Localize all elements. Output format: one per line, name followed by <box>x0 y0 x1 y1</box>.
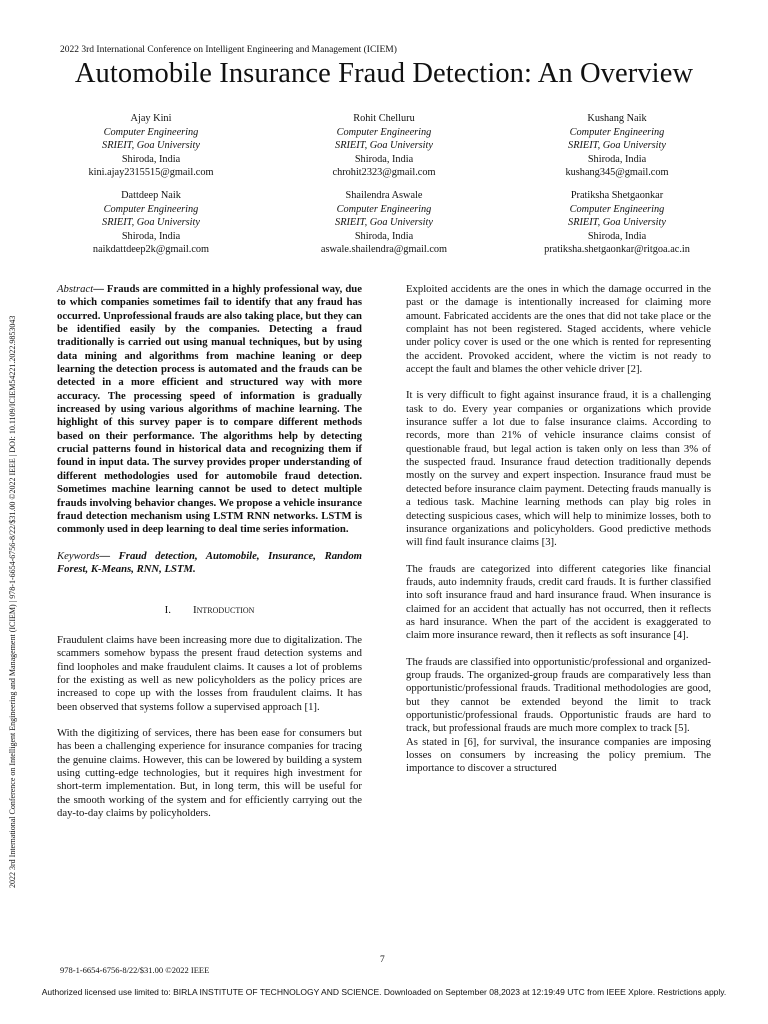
author-name: Pratiksha Shetgaonkar <box>570 190 664 201</box>
author-email: aswale.shailendra@gmail.com <box>320 244 448 256</box>
author-university: SRIEIT, Goa University <box>102 140 200 152</box>
author-dept: Computer Engineering <box>336 126 432 138</box>
right-column <box>406 283 711 776</box>
abstract-text: — Frauds are committed in a highly professional way, due to which companies sometimes fail to identify that any fraud has occurred. Unprofessional frauds are also taking place, but they can be identified easily by the companies. Detecting a fraud traditionally is carried out using manual techniques, but by using data mining and algorithms from machine leaning or deep learning the detection process is automated and the frauds can be detected in a more efficient and structured way with more accuracy. The processing speed of information is gradually increased by using various algorithms of machine learning. The highlight of this survey paper is to compare different methods based on their performance. The algorithms help by detecting crucial patterns found in historical data and recognizing them if found in input data. The survey provides proper understanding of different methodologies used for automobile fraud detection. Sometimes machine learning cannot be used to detect multiple frauds involving behavior changes. We propose a vehicle insurance fraud detection mechanism using LSTM RNN networks. LSTM is commonly used in deep learning to deal time series information. <box>57 283 362 536</box>
author-dept: Computer Engineering <box>336 203 432 215</box>
paragraph: As stated in [6], for survival, the insurance companies are imposing losses on consumers by increasing the policy premium. The importance to discover a structured <box>406 735 711 775</box>
abstract <box>57 283 362 537</box>
author-university: SRIEIT, Goa University <box>102 217 200 229</box>
footer-copyright: 978-1-6654-6756-8/22/$31.00 ©2022 IEEE <box>60 965 210 975</box>
side-doi-note: 2022 3rd International Conference on Intelligent Engineering and Management (ICIEM) | 978-1-6654-6756-8/22/$31.00 ©2022 IEEE | DOI: 10.1109/ICIEM54221.2022.9853043 <box>8 315 17 888</box>
author-block <box>31 189 271 257</box>
keywords-label: Keywords <box>57 549 100 562</box>
intro-left-column <box>57 634 362 820</box>
section-number: I. <box>164 604 171 616</box>
author-email: pratiksha.shetgaonkar@ritgoa.ac.in <box>544 244 690 256</box>
author-email: kushang345@gmail.com <box>565 167 669 179</box>
author-dept: Computer Engineering <box>569 203 665 215</box>
section-heading <box>57 604 362 616</box>
author-block <box>497 189 737 257</box>
section-title: Introduction <box>192 604 255 616</box>
keywords <box>57 550 362 577</box>
author-name: Kushang Naik <box>587 113 647 124</box>
author-dept: Computer Engineering <box>569 126 665 138</box>
author-block <box>497 112 737 180</box>
page-number: 7 <box>380 955 385 965</box>
author-city: Shiroda, India <box>587 153 647 165</box>
author-dept: Computer Engineering <box>103 126 199 138</box>
author-name: Dattdeep Naik <box>121 190 181 201</box>
author-university: SRIEIT, Goa University <box>335 217 433 229</box>
author-email: kini.ajay2315515@gmail.com <box>88 167 214 179</box>
paragraph: The frauds are classified into opportunistic/professional and organized-group frauds. The organized-group frauds are comparatively less than opportunistic/professional frauds. Traditional methodologies are good, but they cannot be extended beyond the limit to track opportunistic/professional frauds. Opportunistic frauds are hard to track, but professional frauds are much more complex to track [5]. <box>406 655 711 735</box>
author-block <box>264 189 504 257</box>
paragraph: It is very difficult to fight against insurance fraud, it is a challenging task to do. Every year companies or organizations which provide insurance suffer a lot due to false insurance claims. According to records, more than 21% of vehicle insurance claims consist of questionable fraud, but legal action is taken only on less than 3% of the suspected fraud. Insurance fraud detection traditionally depends mostly on the survey and expert inspection. Insurance fraud must be detected before insurance claim payment. Detecting frauds manually is a tedious task. Machine learning methods can play big roles in detecting suspicious cases, which will help to minimize losses, both to insurance organizations and policyholders. Good predictive methods will find fault insurance claims [3]. <box>406 389 711 549</box>
author-name: Rohit Chelluru <box>353 113 415 124</box>
abstract-label: Abstract <box>57 283 94 295</box>
author-city: Shiroda, India <box>121 230 181 242</box>
paragraph: Fraudulent claims have been increasing more due to digitalization. The scammers somehow bypass the present fraud detection systems and find loopholes and make fraudulent claims. It causes a lot of problems for the existing as well as new policyholders as the policy prices are increased to cope up with the losses from fraudulent claims. It has been observed that systems follow a supervised approach [1]. <box>57 634 362 713</box>
author-city: Shiroda, India <box>354 153 414 165</box>
author-block <box>264 112 504 180</box>
author-email: naikdattdeep2k@gmail.com <box>92 244 210 256</box>
author-city: Shiroda, India <box>121 153 181 165</box>
author-university: SRIEIT, Goa University <box>568 217 666 229</box>
conference-name: 2022 3rd International Conference on Intelligent Engineering and Management (ICIEM) <box>60 45 397 55</box>
author-city: Shiroda, India <box>354 230 414 242</box>
paragraph: With the digitizing of services, there has been ease for consumers but has been a challenging experience for insurance companies for tracing the genuine claims. However, this can be lowered by building a system using cutting-edge technologies, but it requires high investment for short-term implementation. But, in long term, this will be useful for the smooth working of the system and for efficiently carrying out the day-to-day claims by policyholders. <box>57 727 362 820</box>
abstract-section <box>57 283 362 576</box>
author-email: chrohit2323@gmail.com <box>332 167 436 179</box>
author-name: Shailendra Aswale <box>345 190 423 201</box>
keywords-text: — Fraud detection, Automobile, Insurance, Random Forest, K-Means, RNN, LSTM. <box>57 549 362 575</box>
author-university: SRIEIT, Goa University <box>568 140 666 152</box>
paragraph: Exploited accidents are the ones in which the damage occurred in the past or the damage is intentionally increased for claiming more amount. Fabricated accidents are the ones that did not take place or the complaint has not been registered. Staged accidents, where vehicle under policy cover is used or the one which is rented for representing the accident. Provoked accident, where the victim is not ready to accept the fault and blames the other vehicle driver [2]. <box>406 283 711 376</box>
author-university: SRIEIT, Goa University <box>335 140 433 152</box>
author-block <box>31 112 271 180</box>
author-dept: Computer Engineering <box>103 203 199 215</box>
author-city: Shiroda, India <box>587 230 647 242</box>
paragraph: The frauds are categorized into different categories like financial frauds, auto indemnity frauds, credit card frauds. It is further classified into soft insurance fraud and hard insurance fraud. When insurance is claimed for an accident that actually has not occurred, then it reflects as hard insurance. When the part of the accident is exaggerated to claim more insurance reward, then it reflects as soft insurance [4]. <box>406 562 711 642</box>
license-notice: Authorized licensed use limited to: BIRLA INSTITUTE OF TECHNOLOGY AND SCIENCE. Downloaded on September 08,2023 at 12:19:49 UTC from IEEE Xplore. Restrictions apply. <box>41 987 727 997</box>
paper-title: Automobile Insurance Fraud Detection: An Overview <box>74 58 694 89</box>
author-name: Ajay Kini <box>130 113 172 124</box>
